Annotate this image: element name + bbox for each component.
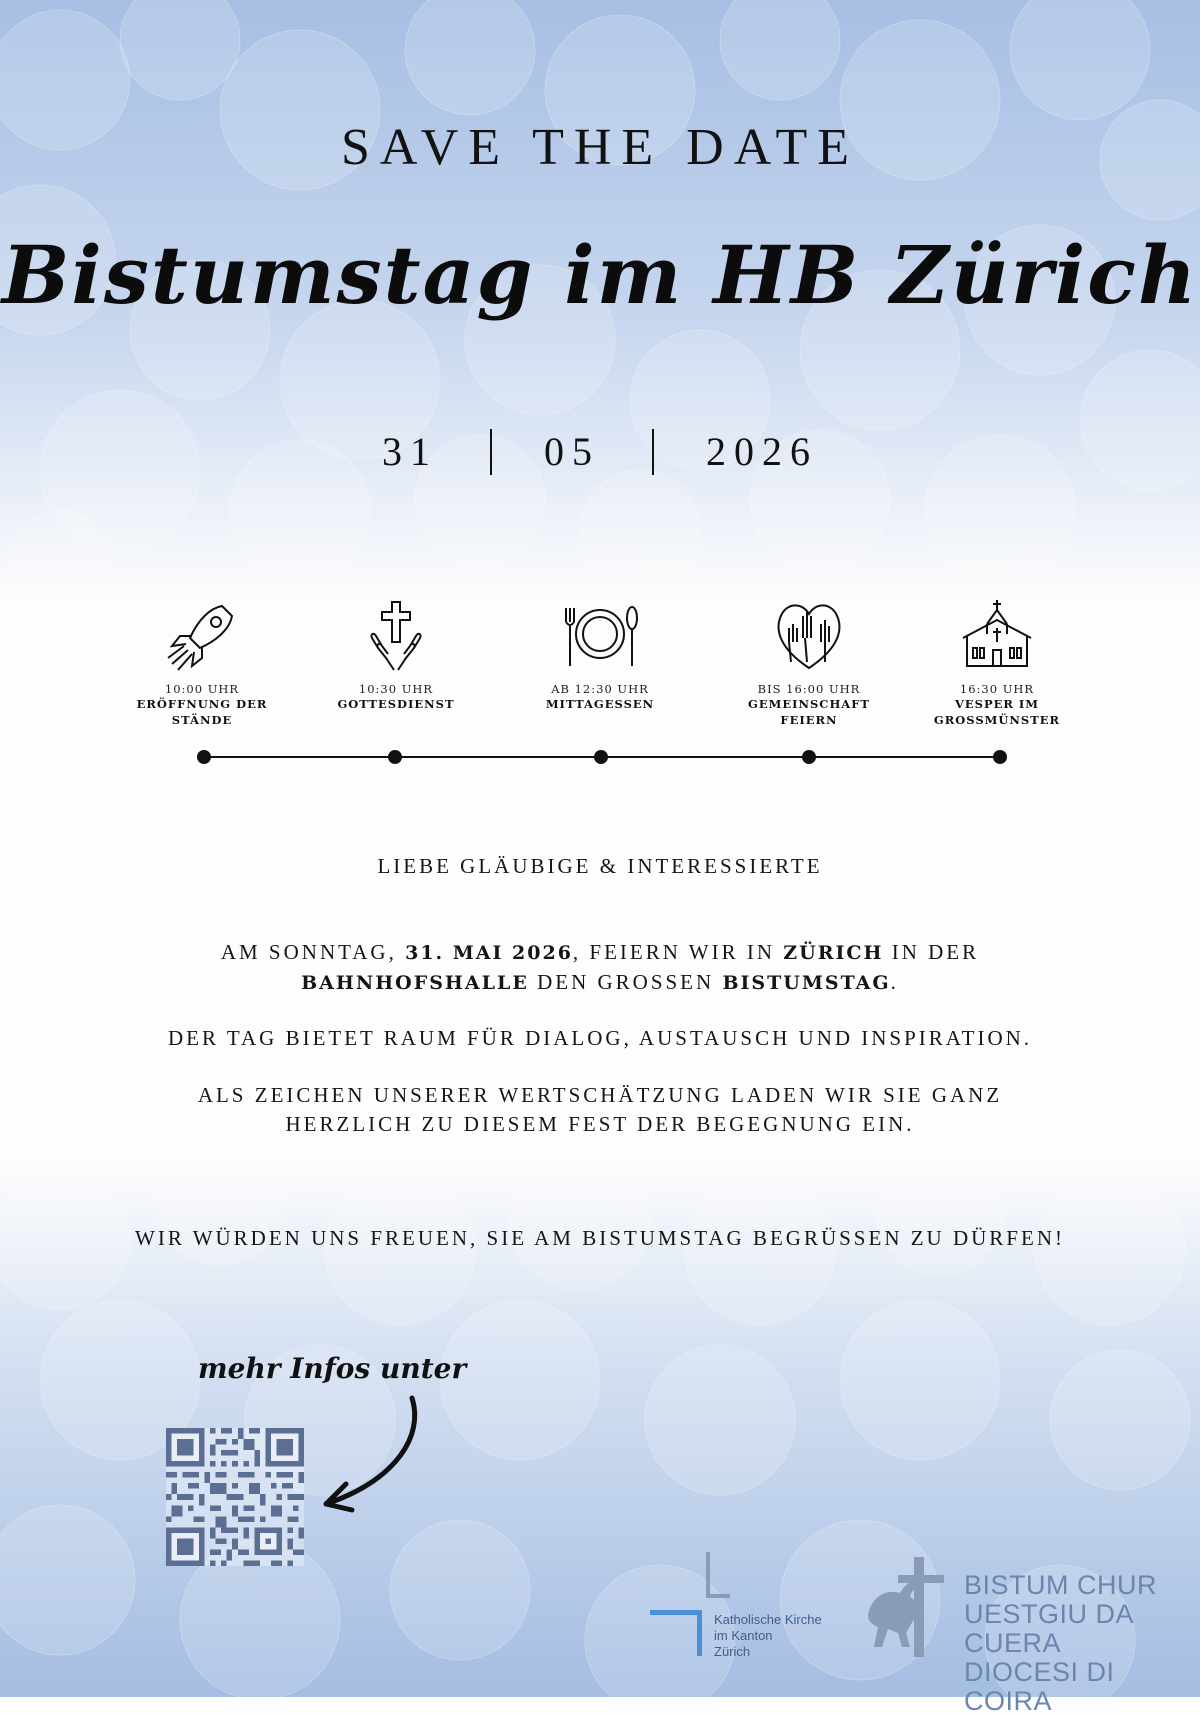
kath-kirche-text bbox=[714, 1612, 822, 1660]
more-info-label: mehr Infos unter bbox=[198, 1352, 467, 1385]
schedule-item-service bbox=[311, 598, 481, 712]
schedule-time: AB 12:30 UHR bbox=[551, 682, 649, 696]
schedule-label: FEIERN bbox=[780, 713, 838, 727]
plate-cutlery-icon bbox=[560, 598, 640, 678]
schedule-time: 10:00 UHR bbox=[164, 682, 240, 696]
schedule-item-community bbox=[724, 598, 894, 728]
invitation-paragraph bbox=[100, 938, 1100, 998]
logo-text-line: DIOCESI DI COIRA bbox=[964, 1657, 1115, 1716]
logo-text-line: Zürich bbox=[714, 1644, 751, 1659]
date-divider bbox=[490, 429, 492, 475]
greeting: LIEBE GLÄUBIGE & INTERESSIERTE bbox=[377, 854, 823, 878]
schedule-time: BIS 16:00 UHR bbox=[757, 682, 861, 696]
date-divider bbox=[652, 429, 654, 475]
text-segment: IN DER bbox=[883, 940, 980, 964]
schedule-label: GROSSMÜNSTER bbox=[933, 713, 1061, 727]
text-segment: DEN GROSSEN bbox=[528, 970, 723, 994]
cross-hands-icon bbox=[356, 598, 436, 678]
date-month: 05 bbox=[544, 429, 600, 474]
text-segment: , FEIERN WIR IN bbox=[572, 940, 784, 964]
event-date bbox=[0, 428, 1200, 475]
invitation-line: HERZLICH ZU DIESEM FEST DER BEGEGNUNG EIN. bbox=[285, 1112, 915, 1136]
logo-text-line: UESTGIU DA CUERA bbox=[964, 1599, 1133, 1658]
timeline-dot bbox=[993, 750, 1007, 764]
logo-text-line: Katholische Kirche bbox=[714, 1612, 822, 1627]
schedule-item-vespers bbox=[912, 598, 1082, 728]
event-date-bold: 31. MAI 2026 bbox=[405, 942, 573, 964]
timeline-dot bbox=[594, 750, 608, 764]
qr-code[interactable] bbox=[166, 1428, 304, 1566]
timeline-dot bbox=[802, 750, 816, 764]
logo-katholische-kirche bbox=[650, 1552, 840, 1662]
schedule-item-lunch bbox=[515, 598, 685, 712]
venue-bold: BAHNHOFSHALLE bbox=[301, 972, 529, 994]
date-day: 31 bbox=[382, 429, 438, 474]
dialog-paragraph: DER TAG BIETET RAUM FÜR DIALOG, AUSTAUSCH UND INSPIRATION. bbox=[167, 1026, 1033, 1050]
text-segment: . bbox=[890, 970, 899, 994]
schedule-label: STÄNDE bbox=[171, 713, 233, 727]
schedule-label: MITTAGESSEN bbox=[545, 697, 655, 711]
event-name-bold: BISTUMSTAG bbox=[722, 972, 891, 994]
date-year: 2026 bbox=[706, 429, 818, 474]
schedule-label: GOTTESDIENST bbox=[337, 697, 455, 711]
city-bold: ZÜRICH bbox=[783, 942, 884, 964]
timeline-dot bbox=[388, 750, 402, 764]
curved-arrow-icon bbox=[316, 1392, 426, 1522]
logo-text-line: BISTUM CHUR bbox=[964, 1570, 1157, 1600]
schedule-label: ERÖFFNUNG DER bbox=[136, 697, 268, 711]
page-title: Bistumstag im HB Zürich bbox=[1, 228, 1199, 322]
invitation-line: ALS ZEICHEN UNSERER WERTSCHÄTZUNG LADEN WIR SIE GANZ bbox=[197, 1083, 1003, 1107]
raised-hands-heart-icon bbox=[769, 598, 849, 678]
closing-line: WIR WÜRDEN UNS FREUEN, SIE AM BISTUMSTAG BEGRÜSSEN ZU DÜRFEN! bbox=[135, 1226, 1065, 1250]
text-segment: AM SONNTAG, bbox=[220, 940, 406, 964]
schedule-item-opening bbox=[117, 598, 287, 728]
save-the-date-kicker: SAVE THE DATE bbox=[340, 119, 860, 176]
timeline-dot bbox=[197, 750, 211, 764]
schedule-label: VESPER IM bbox=[954, 697, 1040, 711]
schedule-time: 10:30 UHR bbox=[358, 682, 434, 696]
church-icon bbox=[957, 598, 1037, 678]
schedule-time: 16:30 UHR bbox=[959, 682, 1035, 696]
ibex-crest-icon bbox=[858, 1555, 958, 1665]
logo-bistum-chur bbox=[858, 1555, 1188, 1716]
logo-text-line: im Kanton bbox=[714, 1628, 773, 1643]
schedule-label: GEMEINSCHAFT bbox=[748, 697, 870, 711]
bistum-chur-text bbox=[964, 1571, 1188, 1716]
rocket-icon bbox=[162, 598, 242, 678]
